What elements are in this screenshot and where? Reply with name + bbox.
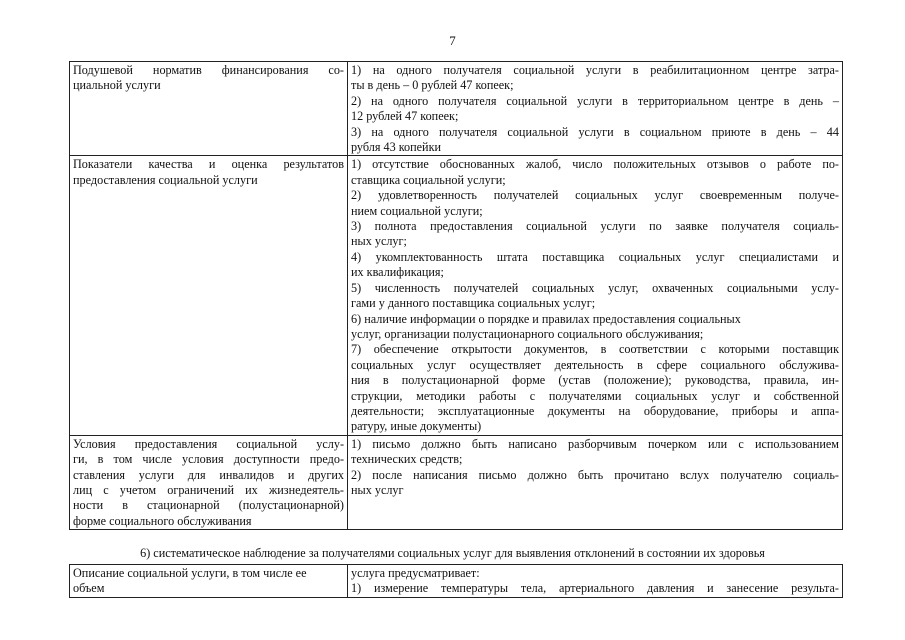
next-service-table bbox=[69, 564, 843, 598]
label-line: предоставления социальной услуги bbox=[73, 172, 258, 187]
label-line: ги, в том числе условия доступности предо- bbox=[73, 452, 344, 467]
label-line: Показатели качества и оценка результатов bbox=[73, 157, 344, 172]
value-line: нием социальной услуги; bbox=[351, 203, 483, 218]
value-line: 7) обеспечение открытости документов, в соответствии с которыми поставщик bbox=[351, 342, 839, 357]
value-line: 4) укомплектованность штата поставщика социальных услуг специалистами и bbox=[351, 249, 839, 264]
label-line: ности в стационарной (полустационарной) bbox=[73, 498, 344, 513]
value-line: гами у данного поставщика социальных услуг; bbox=[351, 296, 596, 311]
label-line: Условия предоставления социальной услу- bbox=[73, 436, 344, 451]
value-line: струкции, методики работы с получателями социальных услуг и собственной bbox=[351, 388, 839, 403]
value-line: 2) удовлетворенность получателей социальных услуг своевременным получе- bbox=[351, 188, 839, 203]
row-label-quality-indicators bbox=[70, 156, 348, 435]
row-value-quality-indicators bbox=[348, 156, 843, 435]
label-line: циальной услуги bbox=[73, 78, 161, 93]
value-line: ных услуг bbox=[351, 482, 404, 497]
label-line: Подушевой норматив финансирования со- bbox=[73, 63, 344, 77]
value-line: ставщика социальной услуги; bbox=[351, 172, 506, 187]
value-line: 3) полнота предоставления социальной услуги по заявке получателя социаль- bbox=[351, 219, 839, 234]
value-line: 12 рублей 47 копеек; bbox=[351, 109, 459, 124]
label-line: объем bbox=[73, 581, 105, 596]
service-standard-table bbox=[69, 61, 843, 530]
value-line: услуга предусматривает: bbox=[351, 566, 480, 580]
value-line: 1) письмо должно быть написано разборчивым почерком или с использованием bbox=[351, 436, 839, 451]
value-line: их квалификация; bbox=[351, 265, 444, 280]
value-line: 5) численность получателей социальных услуг, охваченных социальными услу- bbox=[351, 280, 839, 295]
label-line: ставления услуги для инвалидов и других bbox=[73, 467, 344, 482]
table-row bbox=[70, 565, 843, 598]
value-line: 3) на одного получателя социальной услуги в социальном приюте в день – 44 bbox=[351, 124, 839, 139]
row-value-accessibility-conditions bbox=[348, 435, 843, 529]
value-line: 1) на одного получателя социальной услуги в реабилитационном центре затра- bbox=[351, 63, 839, 77]
value-line: 6) наличие информации о порядке и правилах предоставления социальных bbox=[351, 311, 741, 326]
table-row bbox=[70, 156, 843, 435]
row-label-accessibility-conditions bbox=[70, 435, 348, 529]
table-row bbox=[70, 62, 843, 156]
value-line: 1) отсутствие обоснованных жалоб, число положительных отзывов о работе по- bbox=[351, 157, 839, 172]
table-row bbox=[70, 435, 843, 529]
value-line: рубля 43 копейки bbox=[351, 140, 442, 155]
page-number: 7 bbox=[449, 33, 456, 48]
value-line: социальных услуг осуществляет деятельность в сфере социального обслужива- bbox=[351, 357, 839, 372]
value-line: технических средств; bbox=[351, 452, 463, 467]
label-line: форме социального обслуживания bbox=[73, 513, 252, 528]
value-line: ных услуг; bbox=[351, 234, 407, 249]
row-label-funding-norm bbox=[70, 62, 348, 156]
row-label-service-description bbox=[70, 565, 348, 598]
value-line: ратуру, иные документы) bbox=[351, 419, 482, 434]
value-line: деятельности; эксплуатационные документы на оборудование, приборы и аппа- bbox=[351, 403, 839, 418]
value-line: 2) после написания письмо должно быть прочитано вслух получателю социаль- bbox=[351, 467, 839, 482]
value-line: 1) измерение температуры тела, артериального давления и занесение результа- bbox=[351, 581, 839, 596]
value-line: услуг, организации полустационарного социального обслуживания; bbox=[351, 326, 704, 341]
value-line: 2) на одного получателя социальной услуги в территориальном центре в день – bbox=[351, 93, 839, 108]
row-value-service-description bbox=[348, 565, 843, 598]
label-line: Описание социальной услуги, в том числе ее bbox=[73, 566, 307, 580]
value-line: ния в полустационарной форме (устав (положение); руководства, правила, ин- bbox=[351, 373, 839, 388]
label-line: лиц с учетом ограничений их жизнедеятель- bbox=[73, 482, 344, 497]
section-heading: 6) систематическое наблюдение за получателями социальных услуг для выявления отклонений в состоянии их здоровья bbox=[140, 546, 765, 560]
row-value-funding-norm bbox=[348, 62, 843, 156]
value-line: ты в день – 0 рублей 47 копеек; bbox=[351, 78, 514, 93]
